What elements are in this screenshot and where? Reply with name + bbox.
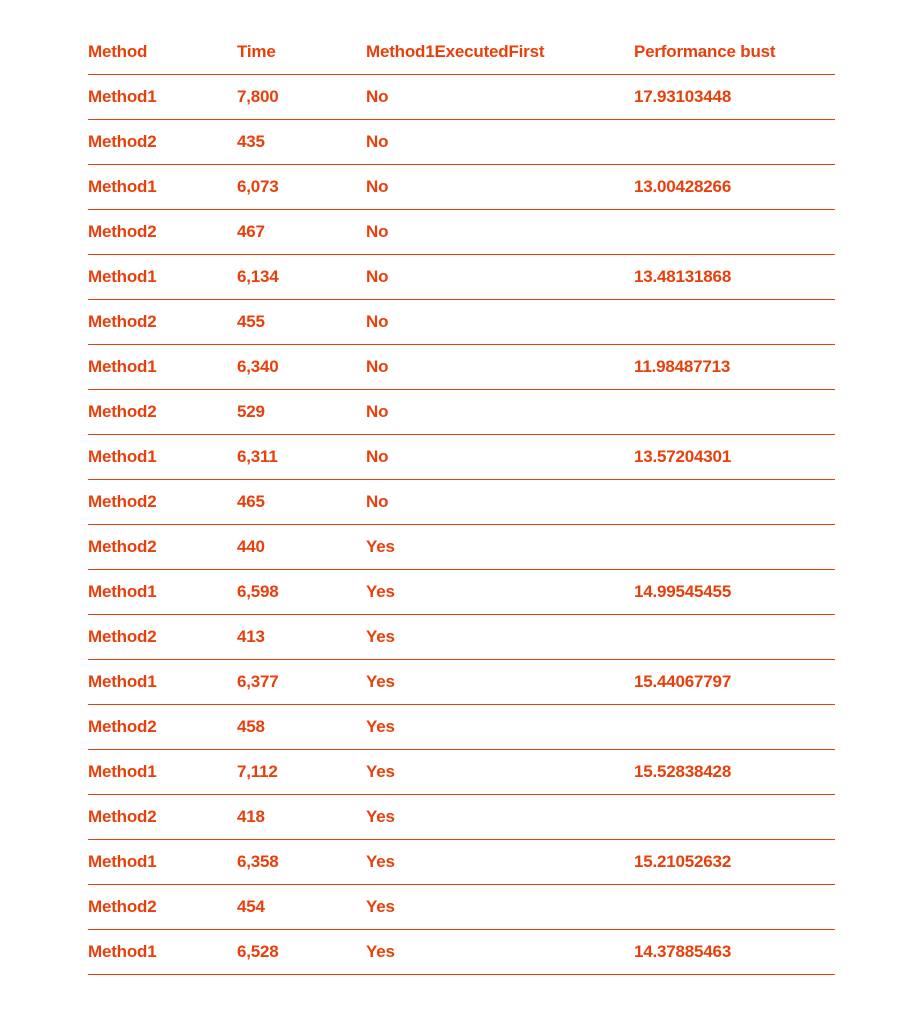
cell-time: 413: [237, 627, 265, 646]
column-header-time: Time: [237, 42, 276, 61]
cell-method: Method2: [88, 402, 157, 421]
cell-time: 6,311: [237, 447, 278, 466]
cell-method1-executed-first: No: [366, 222, 389, 241]
table-row: [88, 750, 835, 795]
cell-method: Method2: [88, 492, 157, 511]
cell-method1-executed-first: No: [366, 492, 389, 511]
cell-performance-bust: 15.44067797: [634, 672, 732, 691]
table-row: [88, 705, 835, 750]
cell-method: Method1: [88, 942, 157, 961]
cell-method1-executed-first: No: [366, 87, 389, 106]
cell-method: Method2: [88, 222, 157, 241]
table-row: [88, 525, 835, 570]
cell-performance-bust: 15.52838428: [634, 762, 732, 781]
table-header-row: [88, 30, 835, 75]
cell-method1-executed-first: Yes: [366, 537, 395, 556]
cell-method: Method2: [88, 627, 157, 646]
table-row: [88, 930, 835, 975]
table-row: [88, 480, 835, 525]
cell-method: Method1: [88, 762, 157, 781]
cell-method: Method1: [88, 267, 157, 286]
cell-method1-executed-first: Yes: [366, 762, 395, 781]
cell-time: 454: [237, 897, 265, 916]
table-row: [88, 570, 835, 615]
cell-performance-bust: 14.99545455: [634, 582, 732, 601]
cell-performance-bust: 13.00428266: [634, 177, 732, 196]
cell-performance-bust: 17.93103448: [634, 87, 732, 106]
column-header-performance-bust: Performance bust: [634, 42, 776, 61]
cell-time: 455: [237, 312, 265, 331]
cell-method1-executed-first: No: [366, 267, 389, 286]
cell-method1-executed-first: Yes: [366, 582, 395, 601]
cell-time: 6,134: [237, 267, 279, 286]
cell-method1-executed-first: Yes: [366, 672, 395, 691]
cell-method1-executed-first: No: [366, 132, 389, 151]
cell-time: 6,073: [237, 177, 279, 196]
cell-method1-executed-first: Yes: [366, 717, 395, 736]
table-row: [88, 120, 835, 165]
table-row: [88, 255, 835, 300]
cell-method: Method2: [88, 807, 157, 826]
cell-method: Method1: [88, 177, 157, 196]
table-row: [88, 615, 835, 660]
table-row: [88, 795, 835, 840]
cell-time: 6,358: [237, 852, 279, 871]
cell-time: 6,528: [237, 942, 279, 961]
cell-method: Method2: [88, 537, 157, 556]
cell-performance-bust: 14.37885463: [634, 942, 732, 961]
cell-method1-executed-first: Yes: [366, 897, 395, 916]
table-row: [88, 390, 835, 435]
cell-time: 467: [237, 222, 265, 241]
cell-method1-executed-first: Yes: [366, 807, 395, 826]
cell-method: Method2: [88, 717, 157, 736]
table-row: [88, 210, 835, 255]
table-row: [88, 660, 835, 705]
cell-time: 458: [237, 717, 265, 736]
cell-time: 6,340: [237, 357, 279, 376]
column-header-method1-executed-first: Method1ExecutedFirst: [366, 42, 545, 61]
table-row: [88, 885, 835, 930]
cell-method1-executed-first: No: [366, 177, 389, 196]
cell-method: Method1: [88, 582, 157, 601]
table-row: [88, 345, 835, 390]
results-table: [88, 30, 835, 975]
cell-method1-executed-first: No: [366, 312, 389, 331]
cell-time: 6,377: [237, 672, 279, 691]
cell-method1-executed-first: Yes: [366, 852, 395, 871]
cell-time: 529: [237, 402, 265, 421]
table-row: [88, 300, 835, 345]
cell-time: 440: [237, 537, 265, 556]
cell-performance-bust: 13.48131868: [634, 267, 732, 286]
cell-method1-executed-first: Yes: [366, 942, 395, 961]
cell-performance-bust: 11.98487713: [634, 357, 731, 376]
cell-time: 418: [237, 807, 265, 826]
column-header-method: Method: [88, 42, 148, 61]
cell-method: Method2: [88, 132, 157, 151]
cell-method: Method1: [88, 672, 157, 691]
cell-method: Method2: [88, 312, 157, 331]
table-row: [88, 840, 835, 885]
cell-time: 465: [237, 492, 265, 511]
cell-method1-executed-first: No: [366, 447, 389, 466]
cell-performance-bust: 15.21052632: [634, 852, 732, 871]
cell-method1-executed-first: Yes: [366, 627, 395, 646]
cell-time: 6,598: [237, 582, 279, 601]
cell-method: Method1: [88, 357, 157, 376]
cell-time: 435: [237, 132, 265, 151]
cell-performance-bust: 13.57204301: [634, 447, 732, 466]
cell-method1-executed-first: No: [366, 402, 389, 421]
table-row: [88, 75, 835, 120]
cell-method: Method2: [88, 897, 157, 916]
cell-time: 7,112: [237, 762, 278, 781]
cell-method: Method1: [88, 87, 157, 106]
cell-method: Method1: [88, 852, 157, 871]
table-row: [88, 435, 835, 480]
cell-method: Method1: [88, 447, 157, 466]
cell-method1-executed-first: No: [366, 357, 389, 376]
cell-time: 7,800: [237, 87, 279, 106]
table-row: [88, 165, 835, 210]
